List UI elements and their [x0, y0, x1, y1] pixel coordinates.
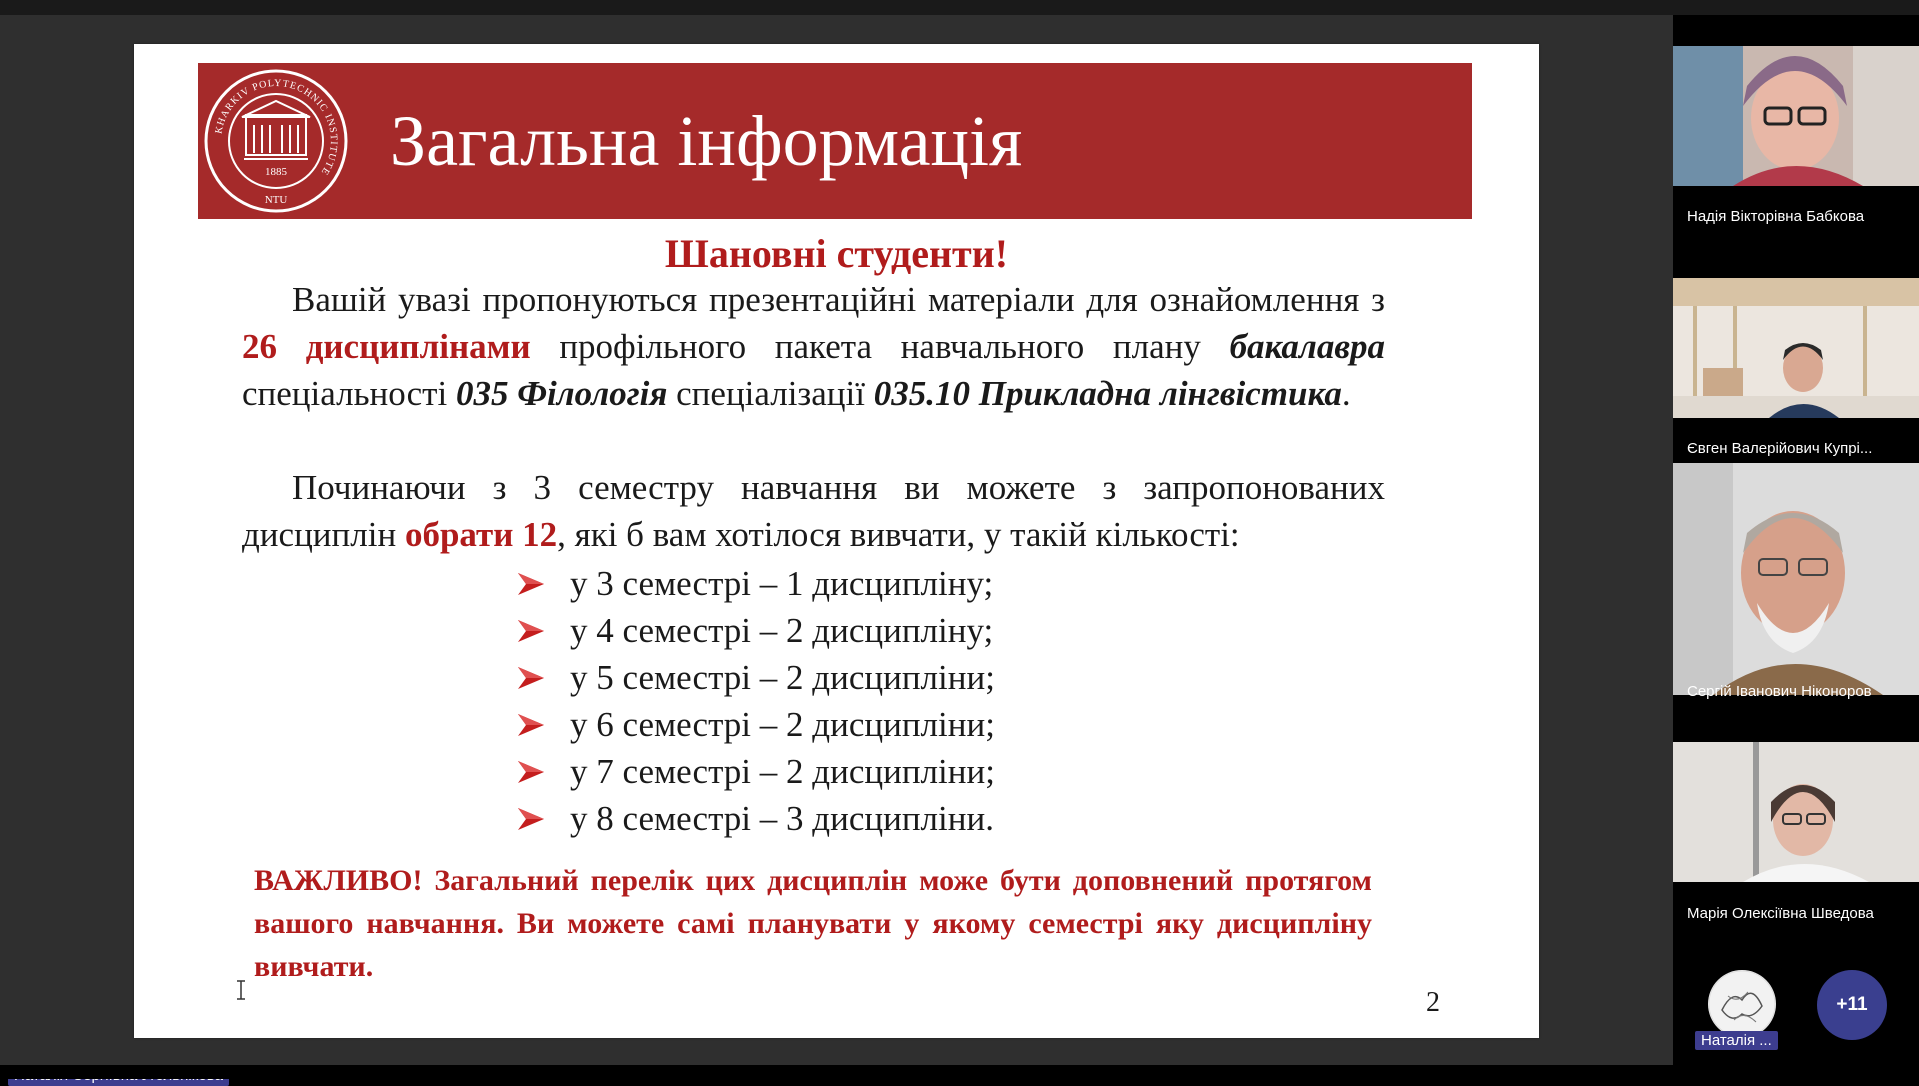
list-item-text: у 7 семестрі – 2 дисципліни;: [570, 752, 995, 791]
list-item: [518, 607, 995, 654]
slide-greeting: Шановні студенти!: [664, 231, 1009, 276]
logo-abbr: NTU: [264, 194, 288, 206]
logo-year: 1885: [265, 166, 287, 178]
slide-title-banner: [198, 63, 1472, 219]
participant-tile[interactable]: [1673, 463, 1919, 703]
choice-paragraph: [242, 464, 1385, 558]
participant-video: [1673, 278, 1919, 418]
intro-text-4: спеціалізації: [667, 374, 874, 413]
intro-text-1: Вашій увазі пропонуються презентаційні матеріали для ознайомлення з: [292, 280, 1385, 319]
arrow-bullet-icon: [518, 808, 544, 830]
semester-list: [518, 560, 995, 842]
mini-participant-name: Наталія ...: [1695, 1031, 1778, 1050]
participant-tile[interactable]: [1673, 46, 1919, 236]
list-item: [518, 701, 995, 748]
top-bar: [0, 0, 1919, 15]
list-item-text: у 4 семестрі – 2 дисципліну;: [570, 611, 994, 650]
choice-highlight: обрати 12: [404, 515, 558, 554]
slide-title: Загальна інформація: [390, 101, 1023, 181]
intro-specialty: 035 Філологія: [455, 374, 668, 413]
list-item: [518, 748, 995, 795]
list-item-text: у 6 семестрі – 2 дисципліни;: [570, 705, 995, 744]
presentation-slide: [134, 44, 1539, 1038]
text-cursor-icon: [236, 979, 246, 1001]
logo-ring-text: KHARKIV POLYTECHNIC INSTITUTE: [213, 77, 340, 178]
university-logo: [204, 67, 348, 215]
slide-page-number: 2: [1426, 987, 1440, 1018]
intro-text-5: .: [1341, 374, 1351, 413]
bottom-bar: [0, 1065, 1919, 1079]
arrow-bullet-icon: [518, 620, 544, 642]
intro-highlight-count: 26 дисциплінами: [242, 327, 531, 366]
choice-text-2: , які б вам хотілося вивчати, у такій кількості:: [557, 515, 1240, 554]
list-item: [518, 654, 995, 701]
participant-tile[interactable]: [1673, 278, 1919, 468]
list-item: [518, 795, 995, 842]
participant-name: Марія Олексіївна Шведова: [1687, 905, 1874, 922]
arrow-bullet-icon: [518, 714, 544, 736]
arrow-bullet-icon: [518, 573, 544, 595]
intro-specialization: 035.10 Прикладна лінгвістика: [873, 374, 1342, 413]
more-participants-button[interactable]: +11: [1817, 970, 1887, 1040]
intro-text-3: спеціальності: [242, 374, 456, 413]
avatar[interactable]: [1708, 970, 1776, 1038]
participant-name: Сергій Іванович Ніконоров: [1687, 683, 1872, 700]
list-item: [518, 560, 995, 607]
intro-text-2: профільного пакета навчального плану: [530, 327, 1230, 366]
participant-video: [1673, 463, 1919, 695]
arrow-bullet-icon: [518, 667, 544, 689]
intro-degree: бакалавра: [1229, 327, 1385, 366]
participant-name: Надія Вікторівна Бабкова: [1687, 208, 1865, 225]
intro-paragraph: [242, 276, 1385, 417]
important-note: ВАЖЛИВО! Загальний перелік цих дисциплін може бути доповнений протягом вашого навчання. Ви можете самі планувати у якому семестрі яку дисципліну вивчати.: [254, 864, 1372, 983]
participants-panel: [1673, 15, 1919, 1065]
participant-name: Євген Валерійович Купрі...: [1687, 440, 1873, 457]
avatar-image: [1708, 970, 1776, 1038]
participant-video: [1673, 742, 1919, 882]
list-item-text: у 5 семестрі – 2 дисципліни;: [570, 658, 995, 697]
arrow-bullet-icon: [518, 761, 544, 783]
choice-text-1: Починаючи з 3 семестру навчання ви можете з запропонованих дисциплін: [242, 468, 1385, 554]
list-item-text: у 3 семестрі – 1 дисципліну;: [570, 564, 994, 603]
participant-tile[interactable]: [1673, 742, 1919, 932]
participants-overflow-row: [1673, 970, 1919, 1060]
participant-video: [1673, 46, 1919, 186]
list-item-text: у 8 семестрі – 3 дисципліни.: [570, 799, 994, 838]
shared-screen-area: [0, 15, 1673, 1065]
